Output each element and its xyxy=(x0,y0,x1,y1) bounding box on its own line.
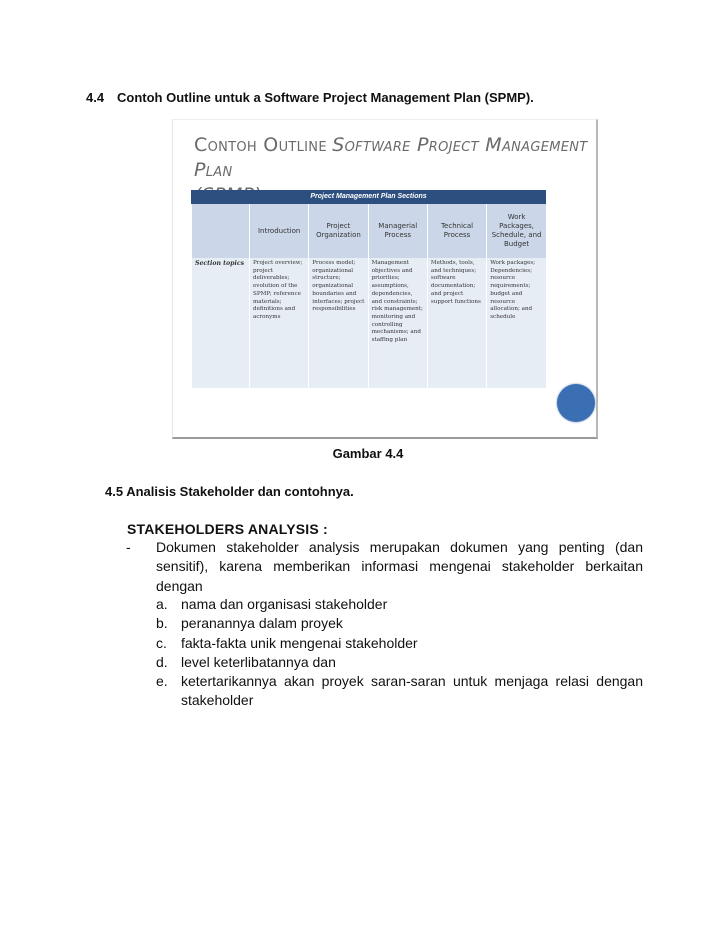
column-header: Project Organization xyxy=(309,204,368,258)
table-banner: Project Management Plan Sections xyxy=(191,190,546,204)
list-marker: d. xyxy=(156,653,168,670)
figure-caption xyxy=(0,446,728,461)
section-heading-4-5: 4.5 Analisis Stakeholder dan contohnya. xyxy=(105,484,354,499)
table-body-row xyxy=(192,258,547,388)
section-heading-4-4 xyxy=(86,90,534,105)
dash-bullet: - xyxy=(126,539,131,555)
figure-caption-text: Gambar 4.4 xyxy=(332,446,404,461)
figure-spmp-outline xyxy=(172,119,598,439)
list-item-text: nama dan organisasi stakeholder xyxy=(181,596,388,612)
list-item-text: fakta-fakta unik mengenai stakeholder xyxy=(181,634,418,651)
list-marker: a. xyxy=(156,596,168,612)
list-marker: b. xyxy=(156,615,168,632)
stakeholders-paragraph: Dokumen stakeholder analysis merupakan dokumen yang penting (dan sensitif), karena memberikan informasi mengenai stakeholder berkaitan dengan xyxy=(156,539,643,594)
table-cell: Management objectives and priorities; assumptions, dependencies, and constraints; risk management; monitoring and controlling mechanisms; and staffing plan xyxy=(368,258,427,388)
table-corner-cell xyxy=(192,204,250,258)
list-item-text: ketertarikannya akan proyek saran-saran untuk menjaga relasi dengan stakeholder xyxy=(181,673,643,709)
list-marker: e. xyxy=(156,673,168,690)
list-marker: c. xyxy=(156,634,167,651)
table-cell: Work packages; Dependencies; resource requirements; budget and resource allocation; and schedule xyxy=(487,258,546,388)
section-title: Contoh Outline untuk a Software Project Management Plan (SPMP). xyxy=(117,90,534,105)
table-cell: Process model; organizational structure; organizational boundaries and interfaces; project responsibilities xyxy=(309,258,368,388)
plan-table xyxy=(191,204,546,388)
column-header: Work Packages, Schedule, and Budget xyxy=(487,204,546,258)
slide-title-part2: Software Project Management Plan xyxy=(194,134,588,181)
stakeholders-analysis-title: STAKEHOLDERS ANALYSIS : xyxy=(127,521,328,537)
table-cell: Project overview; project deliverables; evolution of the SPMP; reference materials; definitions and acronyms xyxy=(250,258,309,388)
column-header: Technical Process xyxy=(427,204,486,258)
decorative-circle xyxy=(557,384,595,422)
row-label: Section topics xyxy=(192,258,250,388)
section-number: 4.4 xyxy=(86,90,105,105)
table-cell: Methods, tools, and techniques; software documentation; and project support functions xyxy=(427,258,486,388)
table-header-row xyxy=(192,204,547,258)
column-header: Introduction xyxy=(250,204,309,258)
column-header: Managerial Process xyxy=(368,204,427,258)
plan-sections-table xyxy=(191,190,546,388)
list-item-text: peranannya dalam proyek xyxy=(181,615,343,632)
list-item-text: level keterlibatannya dan xyxy=(181,653,336,670)
slide-title-part1: Contoh Outline xyxy=(194,134,327,156)
